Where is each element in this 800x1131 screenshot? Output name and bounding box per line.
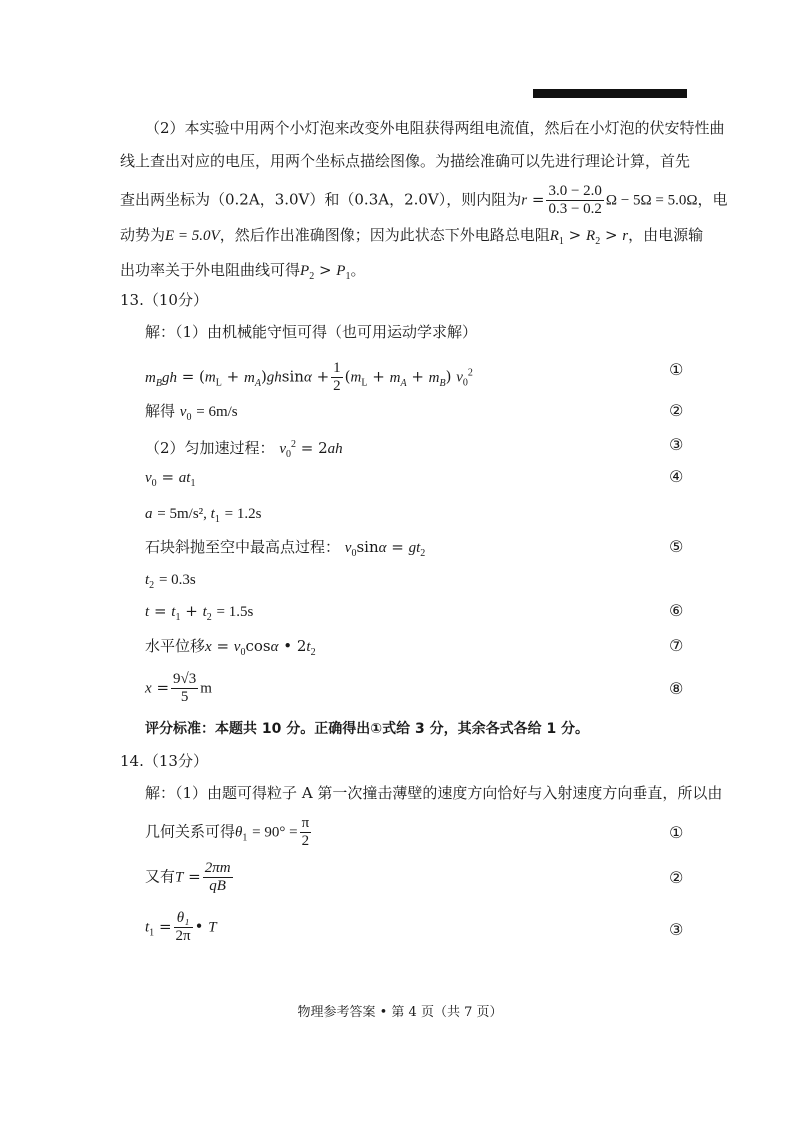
part2-line2: 线上查出对应的电压，用两个坐标点描绘图像。为描绘准确可以先进行理论计算，首先 bbox=[120, 152, 691, 170]
marker-5: ⑤ bbox=[669, 537, 684, 556]
marker-2: ② bbox=[669, 401, 684, 420]
q13-t2: $t_2 = 0.3s$ bbox=[145, 572, 196, 591]
q13-eq1: $m_Bgh = (m_L + m_A)ghsin\alpha$ + $\frac{1}{2}$ $(m_L + m_A + m_B)$ $v_0^2$ bbox=[145, 360, 473, 394]
page-footer: 物理参考答案 • 第 4 页（共 7 页） bbox=[297, 1005, 503, 1020]
q13-eq2: 解得 $v_0 = 6m/s$ bbox=[145, 402, 238, 423]
part2-line5: 出功率关于外电阻曲线可得$P_2 > P_1$。 bbox=[120, 261, 366, 282]
q14-eq3: $t_1$ = $\frac{\text{θ₁}}{2\pi}$ • T bbox=[145, 910, 217, 944]
marker-7: ⑦ bbox=[669, 636, 684, 655]
part2-line3: 查出两坐标为（0.2A，3.0V）和（0.3A，2.0V），则内阻为r = $\frac{3.0 - 2.0}{0.3 - 0.2}$ Ω − 5Ω = 5.0Ω，电 bbox=[120, 183, 728, 217]
q13-eq3: （2）匀加速过程： $v_0^2 = 2ah$ bbox=[145, 439, 343, 460]
q13-header: 13.（10分） bbox=[120, 291, 208, 309]
q13-eq5: 石块斜抛至空中最高点过程： $v_0\sin\alpha = gt_2$ bbox=[145, 538, 426, 559]
marker-2b: ② bbox=[669, 868, 684, 887]
header-bar bbox=[533, 89, 687, 98]
marker-3b: ③ bbox=[669, 920, 684, 939]
q13-eq8: x = $\frac{9√3}{5}$ m bbox=[145, 671, 212, 705]
q14-header: 14.（13分） bbox=[120, 752, 208, 770]
marker-8: ⑧ bbox=[669, 679, 684, 698]
marker-1: ① bbox=[669, 360, 684, 379]
q13-eq7: 水平位移$x = v_0\cos\alpha$ • $2t_2$ bbox=[145, 637, 316, 658]
q13-intro: 解：（1）由机械能守恒可得（也可用运动学求解） bbox=[145, 323, 478, 341]
marker-1b: ① bbox=[669, 823, 684, 842]
q14-intro: 解：（1）由题可得粒子 A 第一次撞击薄壁的速度方向恰好与入射速度方向垂直，所以由 bbox=[145, 784, 723, 802]
q13-a-t1: a = 5m/s², $t_1 = 1.2s$ bbox=[145, 506, 262, 525]
q14-eq1: 几何关系可得$\theta_1 = 90^\circ$ = $\frac{\pi}{2}$ bbox=[145, 815, 310, 849]
marker-6: ⑥ bbox=[669, 601, 684, 620]
part2-line1: （2）本实验中用两个小灯泡来改变外电阻获得两组电流值，然后在小灯泡的伏安特性曲 bbox=[145, 119, 725, 137]
marker-4: ④ bbox=[669, 467, 684, 486]
q13-eq4: $v_0 = at_1$ bbox=[145, 468, 196, 489]
marker-3: ③ bbox=[669, 435, 684, 454]
q14-eq2: 又有T = $\frac{2\pi m}{qB}$ bbox=[145, 860, 231, 894]
part2-line4: 动势为E = 5.0V，然后作出准确图像；因为此状态下外电路总电阻$R_1 > R_2 > r$，由电源输 bbox=[120, 226, 704, 247]
q13-eq6: $t = t_1 + t_2 = 1.5s$ bbox=[145, 602, 254, 623]
q13-criteria: 评分标准：本题共 10 分。正确得出①式给 3 分，其余各式各给 1 分。 bbox=[145, 721, 590, 737]
